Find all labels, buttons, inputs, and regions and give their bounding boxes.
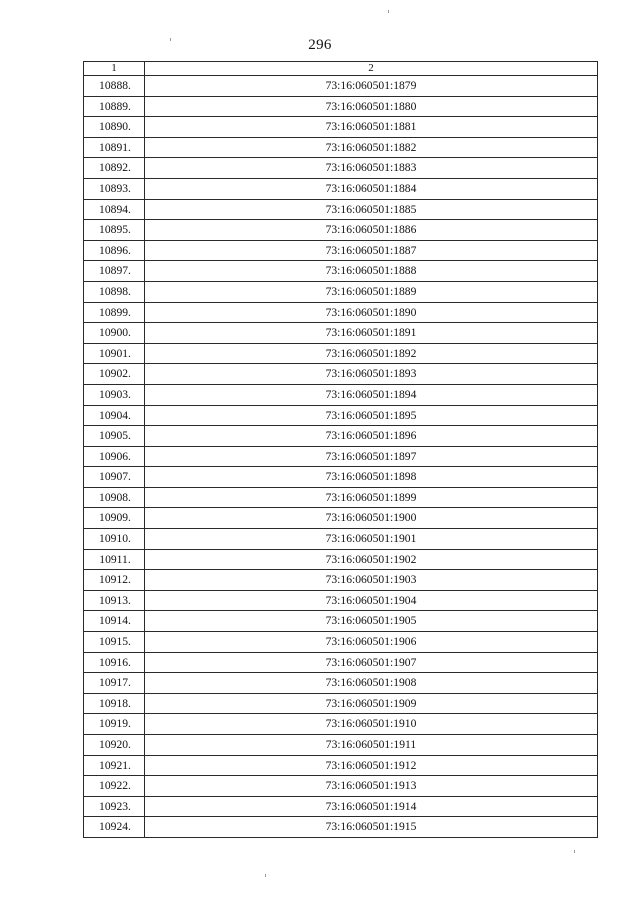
row-number-cell: 10888. [84,76,145,97]
row-number-cell: 10899. [84,302,145,323]
row-number-cell: 10922. [84,776,145,797]
row-number-cell: 10896. [84,240,145,261]
cadastral-number-cell: 73:16:060501:1906 [145,632,598,653]
row-number-cell: 10903. [84,384,145,405]
cadastral-number-cell: 73:16:060501:1902 [145,549,598,570]
table-row [84,570,598,591]
table-row [84,632,598,653]
cadastral-number-cell: 73:16:060501:1887 [145,240,598,261]
row-number-cell: 10907. [84,467,145,488]
row-number-cell: 10919. [84,714,145,735]
table-row [84,611,598,632]
cadastral-number-cell: 73:16:060501:1889 [145,281,598,302]
row-number-cell: 10902. [84,364,145,385]
cadastral-number-cell: 73:16:060501:1899 [145,487,598,508]
cadastral-number-cell: 73:16:060501:1891 [145,323,598,344]
cadastral-number-table [83,61,598,838]
row-number-cell: 10895. [84,220,145,241]
cadastral-number-cell: 73:16:060501:1883 [145,158,598,179]
table-row [84,508,598,529]
row-number-cell: 10909. [84,508,145,529]
row-number-cell: 10915. [84,632,145,653]
table-row [84,323,598,344]
row-number-cell: 10905. [84,426,145,447]
cadastral-number-cell: 73:16:060501:1879 [145,76,598,97]
cadastral-number-cell: 73:16:060501:1880 [145,96,598,117]
row-number-cell: 10923. [84,796,145,817]
row-number-cell: 10921. [84,755,145,776]
table-row [84,405,598,426]
table-row [84,220,598,241]
table-row [84,652,598,673]
table-row [84,302,598,323]
table-row [84,487,598,508]
row-number-cell: 10910. [84,529,145,550]
cadastral-number-cell: 73:16:060501:1898 [145,467,598,488]
table-row [84,240,598,261]
cadastral-number-cell: 73:16:060501:1885 [145,199,598,220]
cadastral-number-cell: 73:16:060501:1912 [145,755,598,776]
table-row [84,384,598,405]
table-row [84,343,598,364]
row-number-cell: 10889. [84,96,145,117]
cadastral-number-cell: 73:16:060501:1903 [145,570,598,591]
cadastral-number-cell: 73:16:060501:1882 [145,137,598,158]
table-row [84,446,598,467]
row-number-cell: 10891. [84,137,145,158]
table-body [84,76,598,838]
row-number-cell: 10894. [84,199,145,220]
table-row [84,590,598,611]
column-header-2: 2 [145,62,598,76]
row-number-cell: 10904. [84,405,145,426]
row-number-cell: 10893. [84,178,145,199]
scan-speck [170,38,171,41]
page-number: 296 [308,37,332,53]
cadastral-number-cell: 73:16:060501:1900 [145,508,598,529]
cadastral-number-cell: 73:16:060501:1910 [145,714,598,735]
cadastral-number-cell: 73:16:060501:1896 [145,426,598,447]
cadastral-number-cell: 73:16:060501:1915 [145,817,598,838]
cadastral-number-cell: 73:16:060501:1894 [145,384,598,405]
scan-speck [388,10,389,13]
table-row [84,117,598,138]
table-row [84,467,598,488]
cadastral-number-cell: 73:16:060501:1884 [145,178,598,199]
cadastral-number-cell: 73:16:060501:1908 [145,673,598,694]
table-row [84,796,598,817]
table-row [84,673,598,694]
cadastral-number-cell: 73:16:060501:1913 [145,776,598,797]
row-number-cell: 10900. [84,323,145,344]
cadastral-number-cell: 73:16:060501:1914 [145,796,598,817]
row-number-cell: 10912. [84,570,145,591]
cadastral-number-cell: 73:16:060501:1901 [145,529,598,550]
table-row [84,76,598,97]
cadastral-number-cell: 73:16:060501:1881 [145,117,598,138]
row-number-cell: 10913. [84,590,145,611]
cadastral-number-cell: 73:16:060501:1893 [145,364,598,385]
row-number-cell: 10892. [84,158,145,179]
scan-speck [265,874,266,877]
table-row [84,817,598,838]
row-number-cell: 10914. [84,611,145,632]
table-row [84,364,598,385]
cadastral-number-cell: 73:16:060501:1888 [145,261,598,282]
cadastral-number-cell: 73:16:060501:1904 [145,590,598,611]
row-number-cell: 10897. [84,261,145,282]
row-number-cell: 10906. [84,446,145,467]
row-number-cell: 10924. [84,817,145,838]
row-number-cell: 10898. [84,281,145,302]
table-row [84,96,598,117]
cadastral-number-cell: 73:16:060501:1892 [145,343,598,364]
table-header-row [84,62,598,76]
table-row [84,426,598,447]
row-number-cell: 10920. [84,735,145,756]
cadastral-number-cell: 73:16:060501:1895 [145,405,598,426]
table-row [84,281,598,302]
row-number-cell: 10916. [84,652,145,673]
cadastral-number-cell: 73:16:060501:1911 [145,735,598,756]
scan-speck [574,850,575,853]
cadastral-number-cell: 73:16:060501:1897 [145,446,598,467]
table-row [84,735,598,756]
row-number-cell: 10911. [84,549,145,570]
table-row [84,776,598,797]
table-row [84,178,598,199]
table-row [84,261,598,282]
cadastral-number-cell: 73:16:060501:1909 [145,693,598,714]
cadastral-number-cell: 73:16:060501:1905 [145,611,598,632]
column-header-1: 1 [84,62,145,76]
cadastral-number-cell: 73:16:060501:1907 [145,652,598,673]
cadastral-number-cell: 73:16:060501:1886 [145,220,598,241]
cadastral-number-cell: 73:16:060501:1890 [145,302,598,323]
table-row [84,199,598,220]
table-row [84,529,598,550]
row-number-cell: 10917. [84,673,145,694]
table-row [84,714,598,735]
row-number-cell: 10890. [84,117,145,138]
row-number-cell: 10918. [84,693,145,714]
table-row [84,755,598,776]
row-number-cell: 10901. [84,343,145,364]
table-row [84,158,598,179]
table-row [84,693,598,714]
table-row [84,137,598,158]
table-row [84,549,598,570]
row-number-cell: 10908. [84,487,145,508]
